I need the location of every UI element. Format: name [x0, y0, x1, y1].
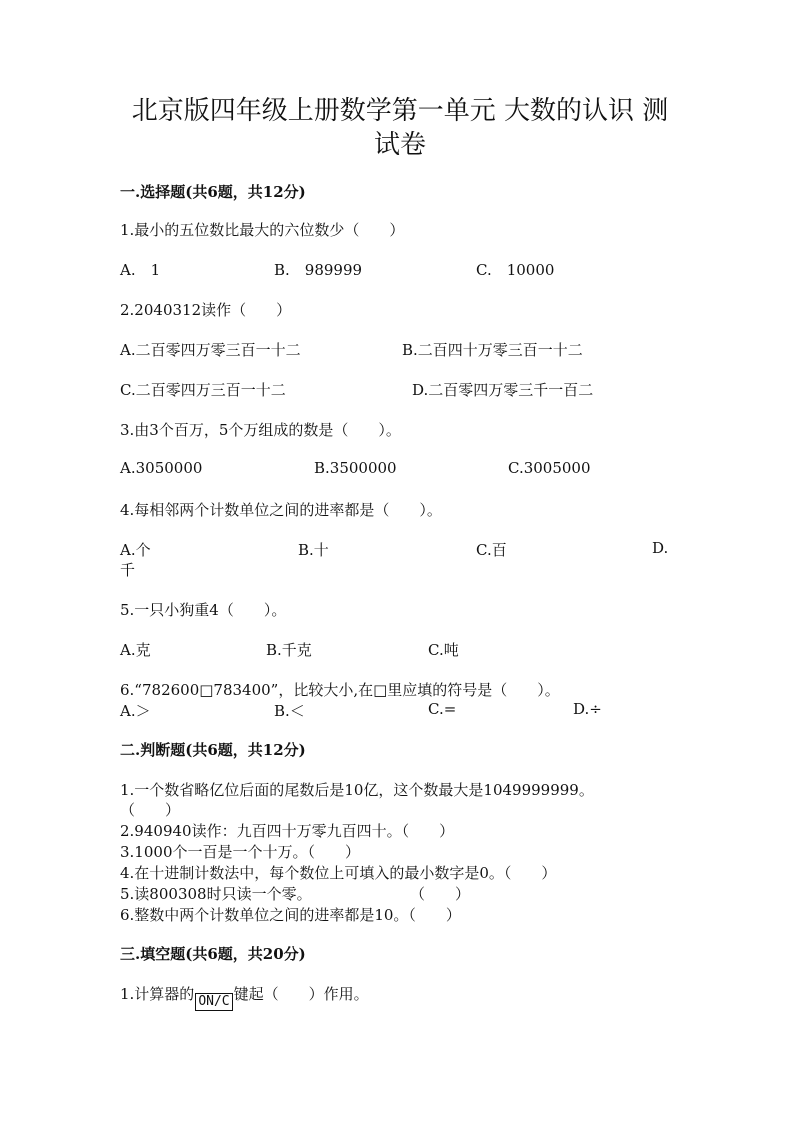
q4-option-c: C.百	[476, 541, 507, 559]
question-1-stem: 1.最小的五位数比最大的六位数少（ ）	[120, 221, 405, 239]
q4-option-d-text: 千	[120, 561, 136, 579]
judge-question-1-paren: （ ）	[120, 801, 181, 819]
q2-option-a: A.二百零四万零三百一十二	[120, 341, 301, 359]
judge-question-4: 4.在十进制计数法中，每个数位上可填入的最小数字是0。（ ）	[120, 864, 557, 882]
question-6-stem: 6.“782600□783400”，比较大小,在□里应填的符号是（ ）。	[120, 681, 560, 699]
on-c-key-icon: ON/C	[195, 993, 232, 1011]
q2-option-b: B.二百四十万零三百一十二	[402, 341, 583, 359]
judge-question-6: 6.整数中两个计数单位之间的进率都是10。（ ）	[120, 906, 461, 924]
q1-option-a: A. 1	[120, 261, 161, 279]
q2-option-d: D.二百零四万零三千一百二	[412, 381, 594, 399]
q5-option-b: B.千克	[266, 641, 312, 659]
q3-option-b: B.3500000	[314, 459, 397, 477]
q3-option-c: C.3005000	[508, 459, 591, 477]
question-2-stem: 2.2040312读作（ ）	[120, 301, 292, 319]
q4-option-b: B.十	[298, 541, 329, 559]
fill-question-1-after: 键起（ ）作用。	[233, 985, 369, 1003]
q6-option-b: B.＜	[274, 702, 305, 720]
q1-option-c: C. 10000	[476, 261, 555, 279]
q1-option-b: B. 989999	[274, 261, 363, 279]
q6-option-d: D.÷	[573, 700, 602, 718]
question-4-stem: 4.每相邻两个计数单位之间的进率都是（ ）。	[120, 501, 442, 519]
q2-option-c: C.二百零四万三百一十二	[120, 381, 286, 399]
fill-question-1-before: 1.计算器的	[120, 985, 195, 1003]
q3-option-a: A.3050000	[120, 459, 203, 477]
q5-option-c: C.吨	[428, 641, 459, 659]
page-title: 北京版四年级上册数学第一单元 大数的认识 测试卷	[131, 96, 669, 160]
judge-question-5-paren: （ ）	[410, 885, 471, 903]
q6-option-c: C.=	[428, 700, 457, 718]
q4-option-d-letter: D.	[652, 539, 669, 557]
section-heading-judge: 二.判断题(共6题，共12分)	[120, 741, 306, 759]
section-heading-choice: 一.选择题(共6题，共12分)	[120, 183, 306, 201]
fill-question-1	[120, 983, 369, 1009]
judge-question-2: 2.940940读作：九百四十万零九百四十。（ ）	[120, 822, 455, 840]
judge-question-5: 5.读800308时只读一个零。	[120, 885, 312, 903]
section-heading-fill: 三.填空题(共6题，共20分)	[120, 945, 306, 963]
question-5-stem: 5.一只小狗重4（ ）。	[120, 601, 287, 619]
judge-question-3: 3.1000个一百是一个十万。（ ）	[120, 843, 360, 861]
q5-option-a: A.克	[120, 641, 151, 659]
q4-option-a: A.个	[120, 541, 151, 559]
question-3-stem: 3.由3个百万，5个万组成的数是（ ）。	[120, 421, 401, 439]
q6-option-a: A.＞	[120, 702, 151, 720]
judge-question-1: 1.一个数省略亿位后面的尾数后是10亿，这个数最大是1049999999。	[120, 781, 594, 799]
